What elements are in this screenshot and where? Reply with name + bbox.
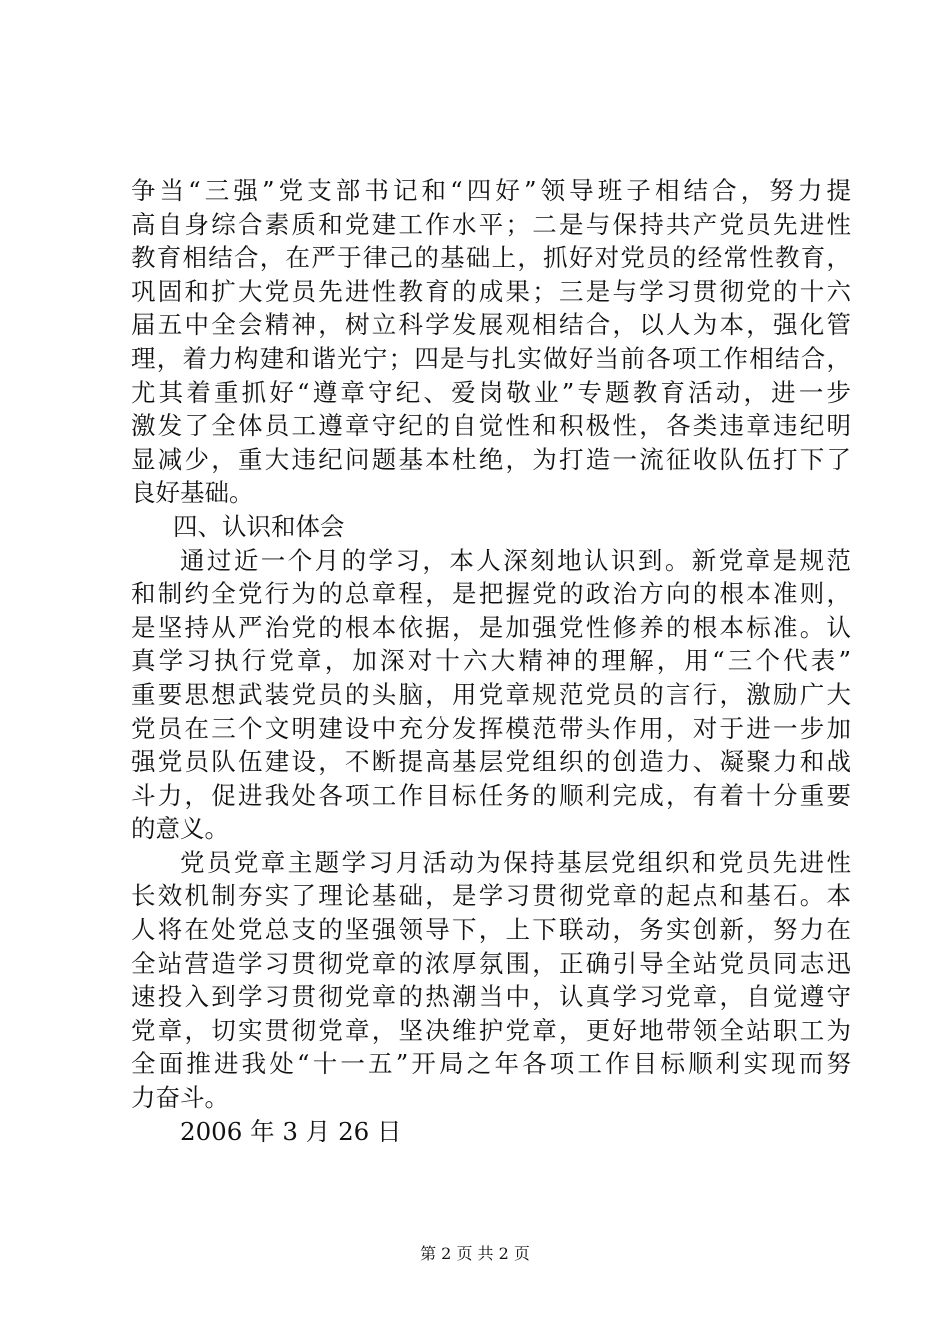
document-date: 2006 年 3 月 26 日 [180, 1116, 402, 1146]
paragraph-line: 斗力，促进我处各项工作目标任务的顺利完成，有着十分重要 [131, 780, 851, 810]
paragraph-line: 党员在三个文明建设中充分发挥模范带头作用，对于进一步加 [131, 713, 851, 743]
paragraph-line: 强党员队伍建设，不断提高基层党组织的创造力、凝聚力和战 [131, 747, 851, 777]
paragraph-line: 激发了全体员工遵章守纪的自觉性和积极性，各类违章违纪明 [131, 411, 851, 441]
paragraph-line: 尤其着重抓好“遵章守纪、爱岗敬业”专题教育活动，进一步 [131, 377, 851, 407]
paragraph-line: 理，着力构建和谐光宁；四是与扎实做好当前各项工作相结合， [131, 343, 851, 373]
paragraph-line: 党章，切实贯彻党章，坚决维护党章，更好地带领全站职工为 [131, 1015, 851, 1045]
paragraph-line: 党员党章主题学习月活动为保持基层党组织和党员先进性 [180, 847, 851, 877]
paragraph-line: 是坚持从严治党的根本依据，是加强党性修养的根本标准。认 [131, 612, 851, 642]
section-heading: 四、认识和体会 [173, 511, 345, 541]
paragraph-line: 力奋斗。 [131, 1083, 229, 1113]
paragraph-line: 全站营造学习贯彻党章的浓厚氛围，正确引导全站党员同志迅 [131, 948, 851, 978]
paragraph-line: 届五中全会精神，树立科学发展观相结合，以人为本，强化管 [131, 310, 851, 340]
paragraph-line: 重要思想武装党员的头脑，用党章规范党员的言行，激励广大 [131, 679, 851, 709]
page-number-footer: 第 2 页 共 2 页 [420, 1244, 530, 1263]
paragraph-line: 巩固和扩大党员先进性教育的成果；三是与学习贯彻党的十六 [131, 276, 851, 306]
paragraph-line: 争当“三强”党支部书记和“四好”领导班子相结合，努力提 [131, 176, 851, 205]
paragraph-line: 真学习执行党章，加深对十六大精神的理解，用“三个代表” [131, 646, 851, 676]
paragraph-line: 教育相结合，在严于律己的基础上，抓好对党员的经常性教育， [131, 243, 851, 273]
paragraph-line: 人将在处党总支的坚强领导下，上下联动，务实创新，努力在 [131, 915, 851, 945]
paragraph-line: 高自身综合素质和党建工作水平；二是与保持共产党员先进性 [131, 209, 851, 239]
paragraph-line: 的意义。 [131, 814, 229, 844]
paragraph-line: 良好基础。 [131, 478, 254, 508]
paragraph-line: 和制约全党行为的总章程，是把握党的政治方向的根本准则， [131, 579, 851, 609]
paragraph-line: 全面推进我处“十一五”开局之年各项工作目标顺利实现而努 [131, 1049, 851, 1079]
paragraph-line: 长效机制夯实了理论基础，是学习贯彻党章的起点和基石。本 [131, 881, 851, 911]
document-body [131, 174, 851, 1148]
paragraph-line: 显减少，重大违纪问题基本杜绝，为打造一流征收队伍打下了 [131, 444, 851, 474]
paragraph-line: 通过近一个月的学习，本人深刻地认识到。新党章是规范 [180, 545, 851, 575]
paragraph-line: 速投入到学习贯彻党章的热潮当中，认真学习党章，自觉遵守 [131, 982, 851, 1012]
